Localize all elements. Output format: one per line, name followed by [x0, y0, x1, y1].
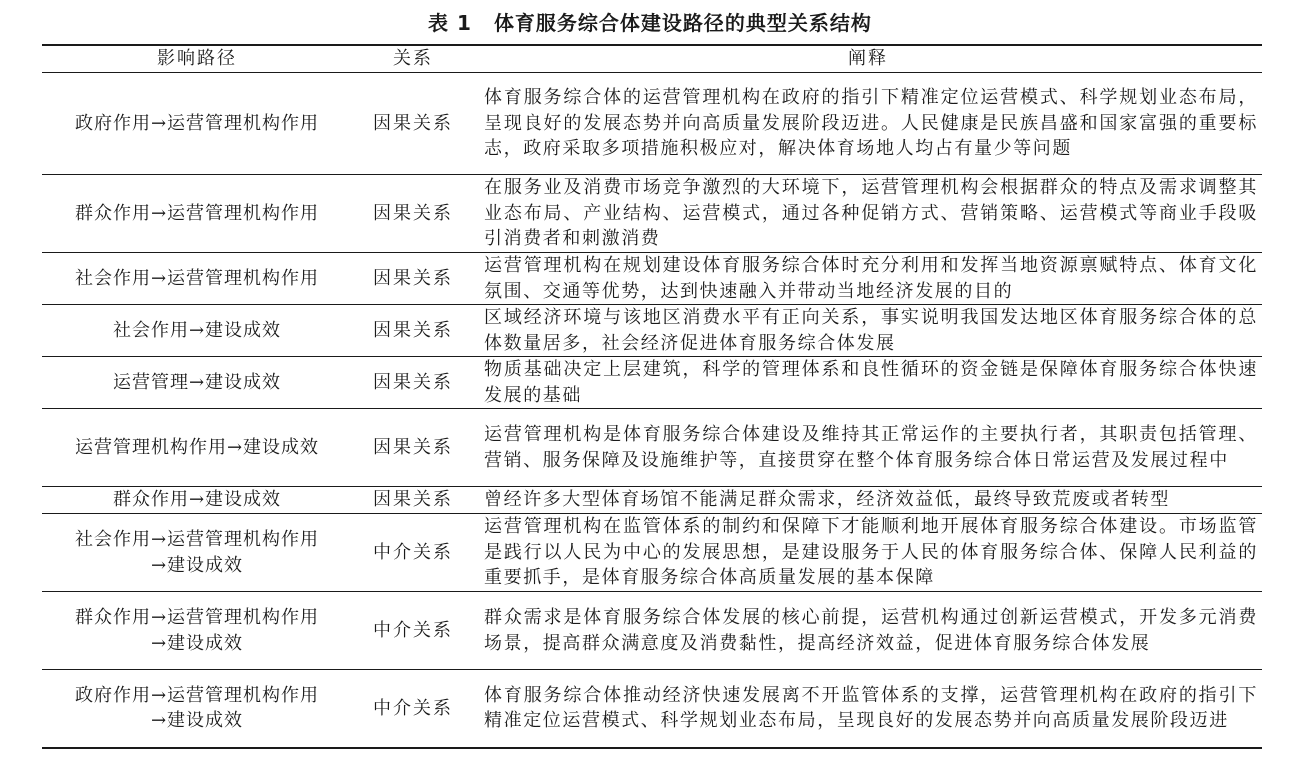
path-line: →建设成效	[150, 554, 244, 576]
path-cell	[42, 305, 352, 357]
table-row	[42, 514, 1262, 592]
explanation-cell: 运营管理机构在监管体系的制约和保障下才能顺利地开展体育服务综合体建设。市场监管是践行以人民为中心的发展思想，是建设服务于人民的体育服务综合体、保障人民利益的重要抓手，是体育服务综合体高质量发展的基本保障	[484, 516, 1258, 589]
table-row	[42, 175, 1262, 253]
relationship-table	[42, 44, 1262, 749]
relation-cell: 因果关系	[373, 489, 453, 511]
path-cell	[42, 487, 352, 514]
path-line: 社会作用→运营管理机构作用	[74, 267, 320, 289]
explanation-cell: 体育服务综合体推动经济快速发展离不开监管体系的支撑，运营管理机构在政府的指引下精准定位运营模式、科学规划业态布局，呈现良好的发展态势并向高质量发展阶段迈进	[484, 684, 1258, 732]
relation-cell: 因果关系	[373, 371, 453, 393]
table-header-row	[42, 45, 1262, 73]
table-row	[42, 487, 1262, 514]
path-line: 群众作用→运营管理机构作用	[74, 202, 320, 224]
table-body	[42, 73, 1262, 748]
path-cell	[42, 409, 352, 487]
relation-cell: 中介关系	[373, 541, 453, 563]
path-line: →建设成效	[150, 632, 244, 654]
table-row	[42, 409, 1262, 487]
path-line: 政府作用→运营管理机构作用	[74, 112, 320, 134]
relation-cell: 中介关系	[373, 697, 453, 719]
table-row	[42, 592, 1262, 670]
table-title: 体育服务综合体建设路径的典型关系结构	[493, 11, 872, 35]
relation-cell: 因果关系	[373, 267, 453, 289]
relation-cell: 中介关系	[373, 619, 453, 641]
explanation-cell: 群众需求是体育服务综合体发展的核心前提，运营机构通过创新运营模式，开发多元消费场景，提高群众满意度及消费黏性，提高经济效益，促进体育服务综合体发展	[484, 607, 1258, 654]
relation-cell: 因果关系	[373, 319, 453, 341]
table-row	[42, 357, 1262, 409]
relation-cell: 因果关系	[373, 202, 453, 224]
header-path: 影响路径	[157, 48, 237, 69]
path-line: 群众作用→运营管理机构作用	[74, 607, 320, 628]
explanation-cell: 在服务业及消费市场竞争激烈的大环境下，运营管理机构会根据群众的特点及需求调整其业态布局、产业结构、运营模式，通过各种促销方式、营销策略、运营模式等商业手段吸引消费者和刺激消费	[484, 177, 1258, 250]
path-line: 社会作用→建设成效	[112, 319, 282, 341]
explanation-cell: 物质基础决定上层建筑，科学的管理体系和良性循环的资金链是保障体育服务综合体快速发展的基础	[484, 359, 1258, 406]
path-line: 运营管理机构作用→建设成效	[74, 436, 320, 458]
relation-cell: 因果关系	[373, 112, 453, 134]
table-row	[42, 73, 1262, 175]
path-line: 社会作用→运营管理机构作用	[74, 529, 320, 550]
explanation-cell: 曾经许多大型体育场馆不能满足群众需求，经济效益低，最终导致荒废或者转型	[484, 489, 1170, 511]
path-line: 运营管理→建设成效	[112, 371, 282, 393]
path-cell	[42, 73, 352, 175]
path-line: 政府作用→运营管理机构作用	[74, 684, 320, 706]
header-relation: 关系	[393, 48, 433, 69]
table-number: 表 1	[428, 11, 472, 35]
table-caption	[0, 10, 1300, 36]
explanation-cell: 运营管理机构是体育服务综合体建设及维持其正常运作的主要执行者，其职责包括管理、营销、服务保障及设施维护等，直接贯穿在整个体育服务综合体日常运营及发展过程中	[484, 424, 1258, 471]
table-row	[42, 670, 1262, 748]
path-cell	[42, 175, 352, 253]
explanation-cell: 区域经济环境与该地区消费水平有正向关系，事实说明我国发达地区体育服务综合体的总体数量居多，社会经济促进体育服务综合体发展	[484, 307, 1258, 354]
path-cell	[42, 514, 352, 592]
path-cell	[42, 670, 352, 748]
path-cell	[42, 357, 352, 409]
relation-cell: 因果关系	[373, 436, 453, 458]
table-row	[42, 253, 1262, 305]
explanation-cell: 体育服务综合体的运营管理机构在政府的指引下精准定位运营模式、科学规划业态布局，呈现良好的发展态势并向高质量发展阶段迈进。人民健康是民族昌盛和国家富强的重要标志，政府采取多项措施积极应对，解决体育场地人均占有量少等问题	[484, 87, 1258, 160]
table-row	[42, 305, 1262, 357]
explanation-cell: 运营管理机构在规划建设体育服务综合体时充分利用和发挥当地资源禀赋特点、体育文化氛围、交通等优势，达到快速融入并带动当地经济发展的目的	[484, 255, 1258, 302]
path-line: →建设成效	[150, 710, 244, 732]
path-line: 群众作用→建设成效	[112, 489, 282, 511]
header-explanation: 阐释	[848, 48, 888, 69]
path-cell	[42, 592, 352, 670]
path-cell	[42, 253, 352, 305]
